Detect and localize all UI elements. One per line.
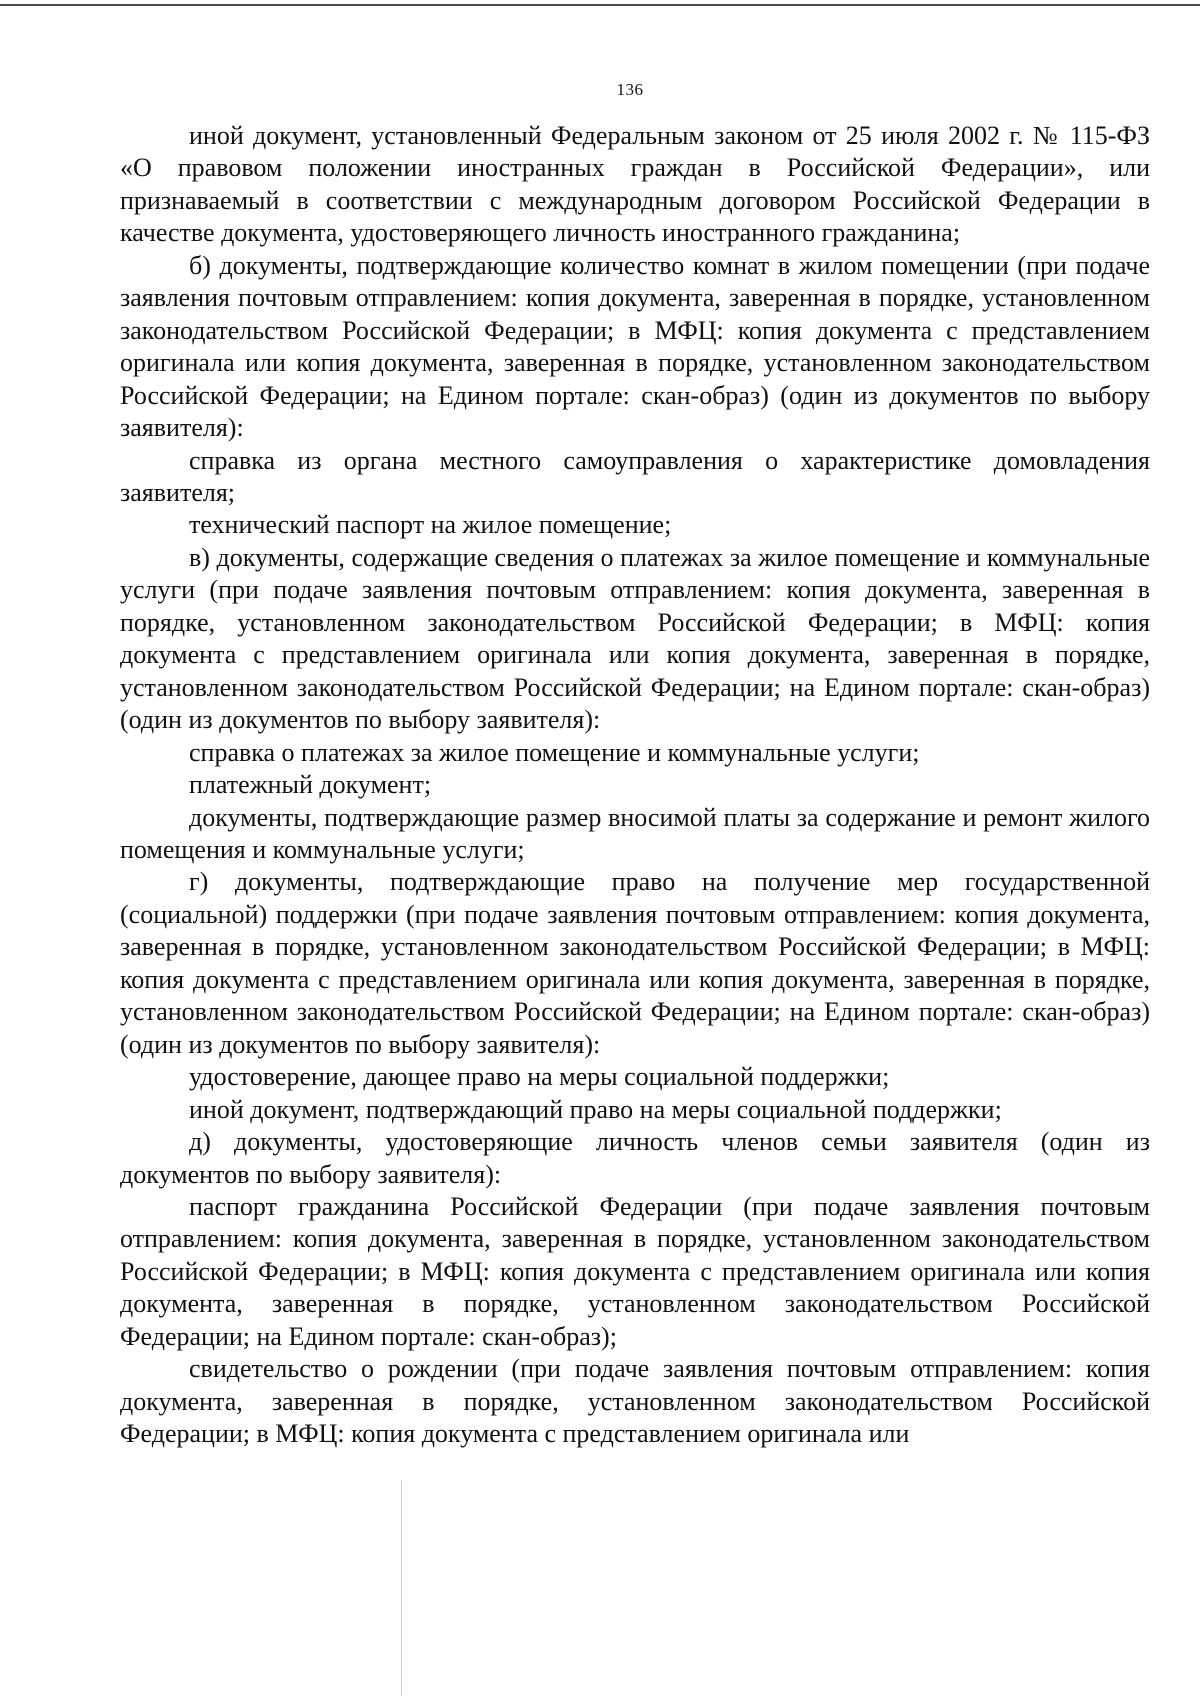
paragraph-russian-passport: паспорт гражданина Российской Федерации (при подаче заявления почтовым отправлением: копия документа, заверенная в порядке, установленном законодательством Российской Федерации; в МФЦ: копия документа с представлением оригинала или копия документа, заверенная в порядке, установленном законодательством Российской Федерации; на Едином портале: скан-образ); xyxy=(120,1191,1150,1351)
paragraph-item-d-family-identity: д) документы, удостоверяющие личность членов семьи заявителя (один из документов по выбору заявителя): xyxy=(120,1127,1150,1189)
paragraph-payment-certificate: справка о платежах за жилое помещение и коммунальные услуги; xyxy=(189,737,920,767)
paragraph-foreign-citizen-document: иной документ, установленный Федеральным законом от 25 июля 2002 г. № 115-ФЗ «О правовом положении иностранных граждан в Российской Федерации», или признаваемый в соответствии с международным договором Российской Федерации в качестве документа, удостоверяющего личность иностранного гражданина; xyxy=(120,121,1150,248)
scan-crease-line xyxy=(401,1480,402,1696)
paragraph-birth-certificate: свидетельство о рождении (при подаче заявления почтовым отправлением: копия документа, заверенная в порядке, установленном законодательством Российской Федерации; в МФЦ: копия документа с представлением оригинала или xyxy=(120,1354,1150,1449)
paragraph-item-g-support-rights: г) документы, подтверждающие право на получение мер государственной (социальной) поддержки (при подаче заявления почтовым отправлением: копия документа, заверенная в порядке, установленном законодательством Российской Федерации; в МФЦ: копия документа с представлением оригинала или копия документа, заверенная в порядке, установленном законодательством Российской Федерации; на Едином портале: скан-образ) (один из документов по выбору заявителя): xyxy=(120,867,1150,1059)
page-top-border xyxy=(0,4,1200,6)
paragraph-support-certificate: удостоверение, дающее право на меры социальной поддержки; xyxy=(189,1062,890,1092)
paragraph-maintenance-fee-documents: документы, подтверждающие размер вносимой платы за содержание и ремонт жилого помещения и коммунальные услуги; xyxy=(120,802,1150,864)
paragraph-item-b-rooms-documents: б) документы, подтверждающие количество комнат в жилом помещении (при подаче заявления почтовым отправлением: копия документа, заверенная в порядке, установленном законодательством Российской Федерации; в МФЦ: копия документа с представлением оригинала или копия документа, заверенная в порядке, установленном законодательством Российской Федерации; на Едином портале: скан-образ) (один из документов по выбору заявителя): xyxy=(120,250,1150,443)
paragraph-local-government-certificate: справка из органа местного самоуправления о характеристике домовладения заявителя; xyxy=(120,445,1150,507)
paragraph-payment-document: платежный документ; xyxy=(189,770,432,800)
paragraph-item-v-payment-documents: в) документы, содержащие сведения о платежах за жилое помещение и коммунальные услуги (при подаче заявления почтовым отправлением: копия документа, заверенная в порядке, установленном законодательством Российской Федерации; в МФЦ: копия документа с представлением оригинала или копия документа, заверенная в порядке, установленном законодательством Российской Федерации; на Едином портале: скан-образ) (один из документов по выбору заявителя): xyxy=(120,542,1150,735)
document-body xyxy=(120,120,1150,1451)
page-number: 136 xyxy=(616,80,644,99)
paragraph-other-support-document: иной документ, подтверждающий право на меры социальной поддержки; xyxy=(189,1094,1002,1124)
paragraph-technical-passport: технический паспорт на жилое помещение; xyxy=(189,510,672,540)
